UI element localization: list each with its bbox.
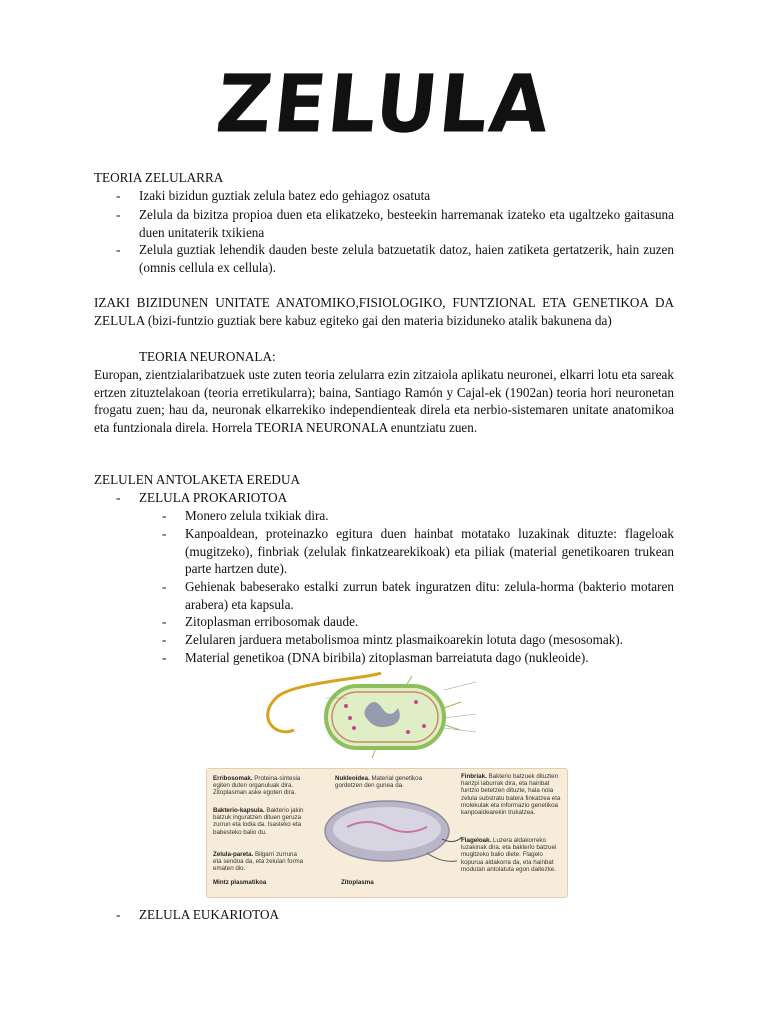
list-dash: -: [116, 242, 121, 257]
label-finbriak: Finbriak. Bakterio batzuek dituzten harizpi laburrak dira, eta hainbat funtzio betetzen dituzte, hala nola zelula substratu batera finkatzea eta molekulak eta informazio genetikoa kanpoaldearekin trukatzea.: [461, 773, 561, 817]
list-dash: -: [162, 526, 167, 541]
prokaryote-figure: [176, 668, 596, 900]
bacterium-3d-diagram: [317, 787, 467, 871]
prokaryote-labels-panel: [206, 768, 568, 898]
paragraph-izaki: IZAKI BIZIDUNEN UNITATE ANATOMIKO,FISIOLOGIKO, FUNTZIONAL ETA GENETIKOA DA ZELULA (bizi-funtzio guztiak bere kabuz egiteko gai den materia biziduneko atalik bakunena da): [94, 295, 674, 328]
label-mintza: Mintz plasmatikoa: [213, 879, 267, 886]
list-item: Zelularen jarduera metabolismoa mintz plasmaikoarekin lotuta dago (mesosomak).: [185, 632, 623, 647]
label-pareta: Zelula-pareta. Bilgarri zurruna eta sendoa da, eta zelulari forma ematen dio.: [213, 851, 304, 873]
paragraph-teoria-neuronala: Europan, zientzialaribatzuek uste zuten teoria zelularra ezin zitzaiola aplikatu neuronei, elkarri lotu eta sareak ertzen zituztelakoan (teoria erretikularra); baina, Santiago Ramón y Cajal-ek (1902an) teoria hori neuronetan frogatu zuen; hau da, neuronak elkarrekiko independienteak direla eta nerbio-sistemaren unitate anatomikoa eta funtzionala direla. Horrela TEORIA NEURONALA enuntziatu zuen.: [94, 367, 674, 435]
list-dash: -: [162, 508, 167, 523]
list-item: Material genetikoa (DNA biribila) zitoplasman barreiatuta dago (nukleoide).: [185, 650, 589, 665]
section-heading-antolaketa: ZELULEN ANTOLAKETA EREDUA: [94, 472, 301, 487]
subheading-prokariotoa: ZELULA PROKARIOTOA: [139, 490, 288, 505]
subheading-eukariotoa: ZELULA EUKARIOTOA: [139, 907, 280, 922]
list-item: Zelula da bizitza propioa duen eta elikatzeko, besteekin harremanak izateko eta ugaltzeko gaitasuna duen unitaterik txikiena: [139, 207, 674, 240]
list-item: Izaki bizidun guztiak zelula batez edo gehiagoz osatuta: [139, 188, 431, 203]
label-erribosomak: Erribosomak. Proteina-sintesia egiten duten organuluak dira. Zitoplasman aske egoten dira.: [213, 775, 301, 797]
list-item: Gehienak babeserako estalki zurrun batek inguratzen ditu: zelula-horma (bakterio motaren arabera) eta kapsula.: [185, 579, 674, 612]
list-dash: -: [116, 490, 121, 505]
list-item: Zelula guztiak lehendik dauden beste zelula batzuetatik datoz, haien zatiketa gertatzerik, hain zuzen (omnis cellula ex cellula).: [139, 242, 674, 275]
label-zitoplasma: Zitoplasma: [341, 879, 374, 886]
list-dash: -: [162, 614, 167, 629]
label-nukleoidea: Nukleoidea. Material genetikoa gordetzen den gunea da.: [335, 775, 423, 790]
list-dash: -: [116, 907, 121, 922]
list-dash: -: [116, 188, 121, 203]
label-kapsula: Bakterio-kapsula. Bakterio jakin batzuk inguratzen dituen geruza zurrun eta lodia da. Isasteko eta babesteko balio du.: [213, 807, 304, 836]
list-item: Kanpoaldean, proteinazko egitura duen hainbat motatako luzakinak dituzte: flageloak (mugitzeko), finbriak (zelulak finkatzearekikoak) eta piliak (material genetikoaren trukean parte hartzen dute).: [185, 526, 674, 576]
list-dash: -: [162, 579, 167, 594]
list-item: Monero zelula txikiak dira.: [185, 508, 329, 523]
label-flageloak: Flageloak. Luzera aldakorreko luzakinak dira, eta bakterio batzuei mugitzeko balio diete. Flagelo kopurua aldakorra da, eta hainbat modutan antolatuta egon daitezke.: [461, 837, 557, 873]
bacterium-diagram-top: [176, 668, 596, 764]
page-title: ZELULA: [212, 56, 556, 151]
section-heading-teoria-zelularra: TEORIA ZELULARRA: [94, 170, 224, 185]
list-dash: -: [162, 650, 167, 665]
list-dash: -: [116, 207, 121, 222]
list-item: Zitoplasman erribosomak daude.: [185, 614, 359, 629]
section-heading-teoria-neuronala: TEORIA NEURONALA:: [139, 349, 276, 364]
list-dash: -: [162, 632, 167, 647]
